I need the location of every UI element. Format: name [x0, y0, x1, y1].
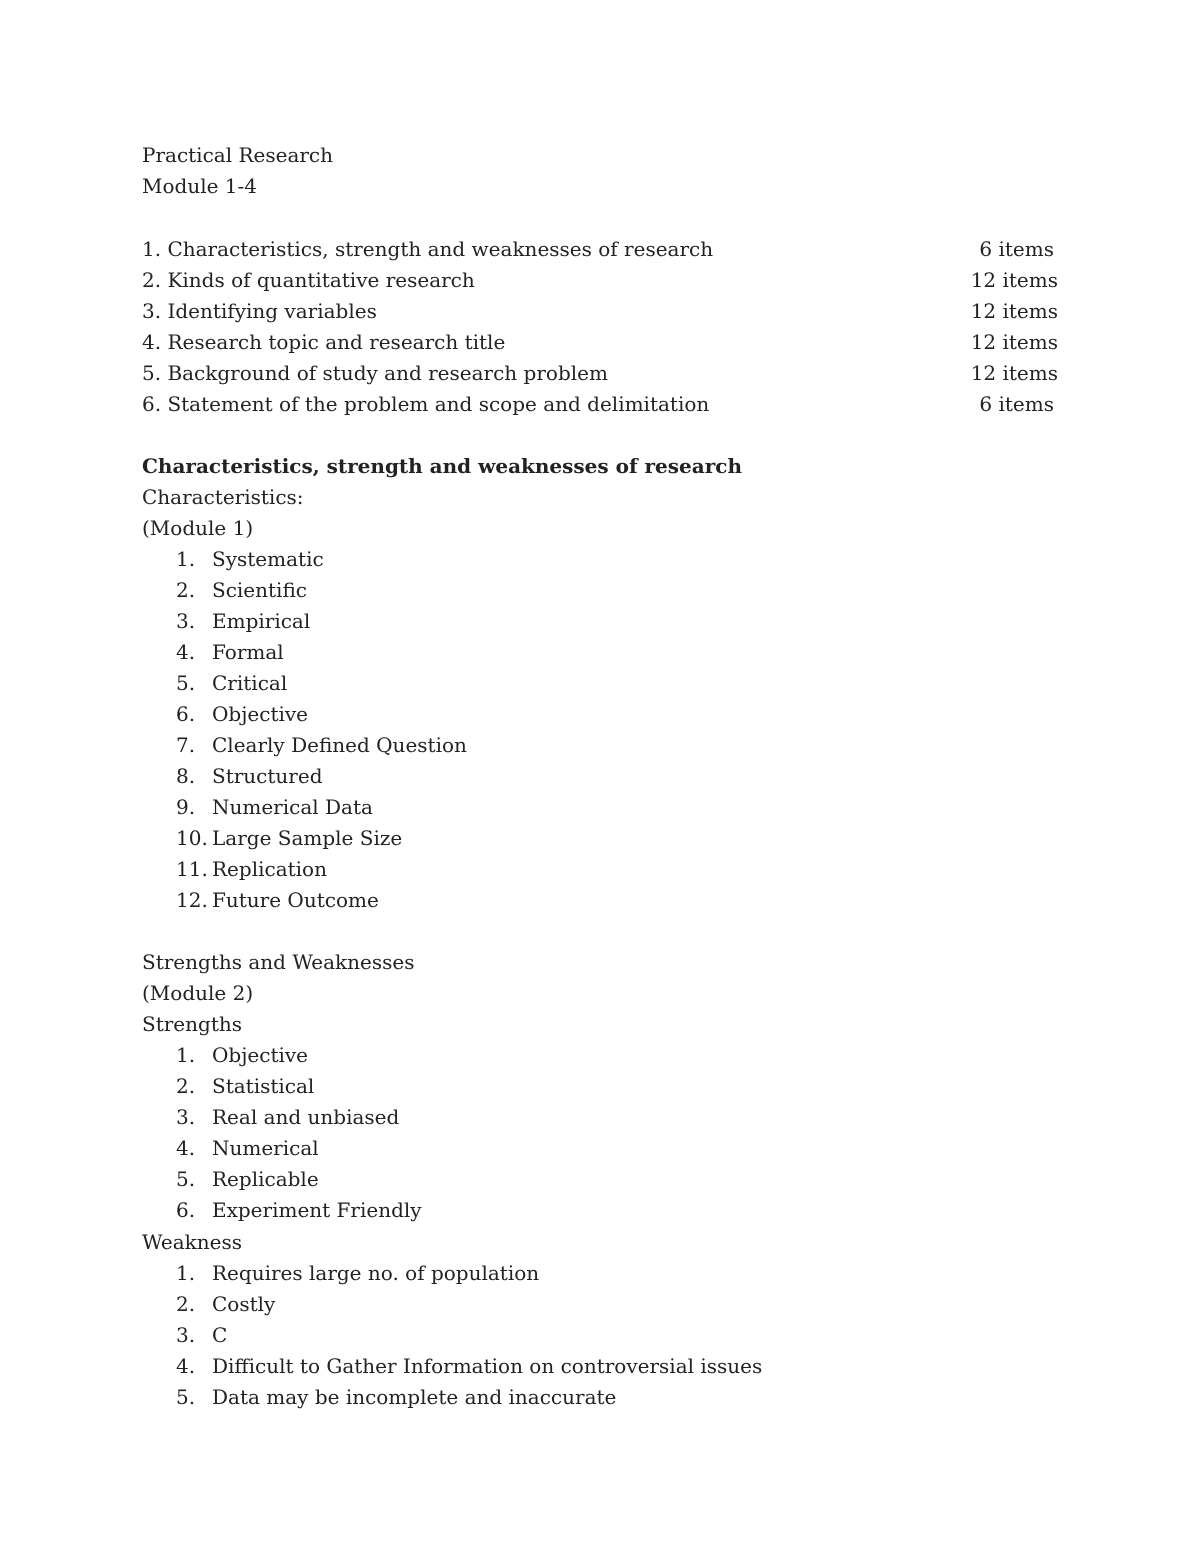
list-text: Empirical [212, 609, 311, 633]
toc-count: 12 items [970, 361, 1058, 385]
list-number: 2. [176, 1074, 196, 1098]
list-text: Statistical [212, 1074, 315, 1098]
toc-row [142, 389, 1058, 420]
list-text: Structured [212, 764, 323, 788]
list-number: 4. [176, 1136, 196, 1160]
list-text: Large Sample Size [212, 826, 403, 850]
list-text: Real and unbiased [212, 1105, 400, 1129]
toc-row [142, 358, 1058, 389]
list-text: Replicable [212, 1167, 319, 1191]
toc-count: 12 items [970, 330, 1058, 354]
list-number: 5. [176, 671, 196, 695]
module-1-label: (Module 1) [142, 516, 254, 540]
list-number: 6. [176, 702, 196, 726]
toc-row [142, 234, 1058, 265]
list-number: 2. [176, 578, 196, 602]
list-text: Numerical [212, 1136, 319, 1160]
list-text: Numerical Data [212, 795, 373, 819]
toc-count: 6 items [979, 392, 1054, 416]
module-2-label: (Module 2) [142, 981, 254, 1005]
characteristics-label: Characteristics: [142, 485, 304, 509]
strengths-label: Strengths [142, 1012, 242, 1036]
list-text: Objective [212, 1043, 309, 1067]
list-number: 3. [176, 1105, 196, 1129]
list-number: 3. [176, 609, 196, 633]
toc-count: 12 items [970, 268, 1058, 292]
list-number: 7. [176, 733, 196, 757]
list-number: 1. [176, 1261, 196, 1285]
list-number: 9. [176, 795, 196, 819]
toc-topic: 6. Statement of the problem and scope and delimitation [142, 392, 710, 416]
list-number: 6. [176, 1198, 196, 1222]
list-text: Objective [212, 702, 309, 726]
list-number: 4. [176, 640, 196, 664]
list-number: 1. [176, 1043, 196, 1067]
list-number: 8. [176, 764, 196, 788]
list-text: Requires large no. of population [212, 1261, 540, 1285]
list-text: Clearly Defined Question [212, 733, 467, 757]
list-number: 2. [176, 1292, 196, 1316]
list-text: Difficult to Gather Information on controversial issues [212, 1354, 763, 1378]
toc-row [142, 296, 1058, 327]
list-text: Scientific [212, 578, 307, 602]
list-text: Experiment Friendly [212, 1198, 422, 1222]
toc-count: 12 items [970, 299, 1058, 323]
weakness-label: Weakness [142, 1230, 243, 1254]
list-text: Costly [212, 1292, 276, 1316]
list-text: Replication [212, 857, 327, 881]
list-number: 5. [176, 1167, 196, 1191]
section-heading: Characteristics, strength and weaknesses of research [142, 454, 742, 478]
list-text: Critical [212, 671, 288, 695]
list-text: C [212, 1323, 228, 1347]
list-text: Future Outcome [212, 888, 379, 912]
doc-title: Practical Research [142, 143, 334, 167]
list-number: 4. [176, 1354, 196, 1378]
toc-topic: 2. Kinds of quantitative research [142, 268, 475, 292]
strengths-weaknesses-label: Strengths and Weaknesses [142, 950, 415, 974]
list-text: Data may be incomplete and inaccurate [212, 1385, 617, 1409]
toc-topic: 3. Identifying variables [142, 299, 377, 323]
list-number: 1. [176, 547, 196, 571]
toc-topic: 5. Background of study and research problem [142, 361, 608, 385]
toc-count: 6 items [979, 237, 1054, 261]
list-number: 3. [176, 1323, 196, 1347]
list-number: 10. [176, 826, 208, 850]
list-text: Formal [212, 640, 284, 664]
toc-topic: 1. Characteristics, strength and weaknesses of research [142, 237, 714, 261]
list-number: 11. [176, 857, 208, 881]
toc-topic: 4. Research topic and research title [142, 330, 506, 354]
list-number: 12. [176, 888, 208, 912]
doc-subtitle: Module 1-4 [142, 174, 257, 198]
toc-row [142, 265, 1058, 296]
toc-row [142, 327, 1058, 358]
list-number: 5. [176, 1385, 196, 1409]
list-text: Systematic [212, 547, 324, 571]
